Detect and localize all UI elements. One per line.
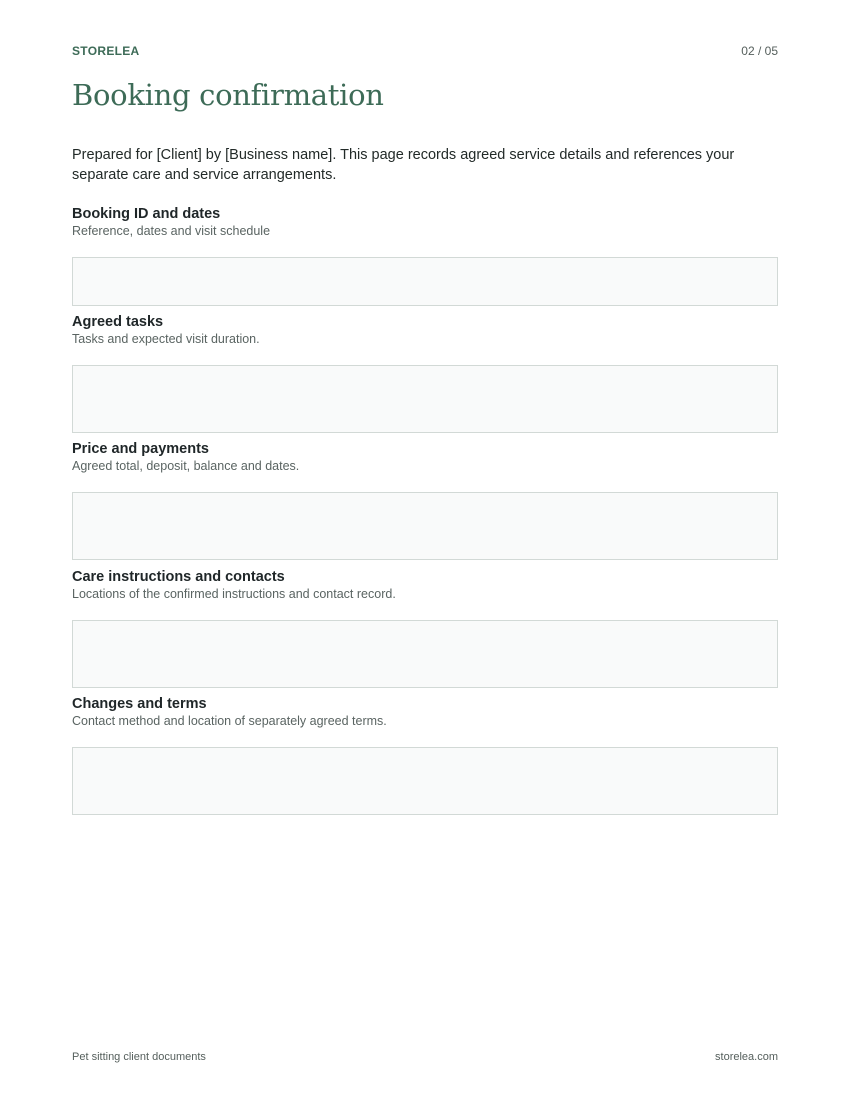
- section-description: Tasks and expected visit duration.: [72, 332, 260, 346]
- changes-terms-field[interactable]: [72, 747, 778, 815]
- section-title: Price and payments: [72, 441, 209, 457]
- footer-document-label: Pet sitting client documents: [72, 1051, 206, 1063]
- brand-name: STORELEA: [72, 44, 140, 58]
- price-payments-field[interactable]: [72, 492, 778, 560]
- section-agreed-tasks: [72, 313, 778, 347]
- page-title: Booking confirmation: [72, 78, 384, 112]
- section-description: Contact method and location of separately agreed terms.: [72, 714, 387, 728]
- section-title: Care instructions and contacts: [72, 569, 285, 585]
- section-price-payments: [72, 440, 778, 474]
- document-page: [72, 0, 778, 1100]
- section-care-instructions: [72, 568, 778, 602]
- intro-paragraph: Prepared for [Client] by [Business name]. This page records agreed service details and references your separate care and service arrangements.: [72, 147, 735, 183]
- section-title: Changes and terms: [72, 696, 207, 712]
- page-indicator: 02 / 05: [741, 44, 778, 58]
- section-description: Agreed total, deposit, balance and dates.: [72, 459, 300, 473]
- section-changes-terms: [72, 695, 778, 729]
- section-title: Booking ID and dates: [72, 206, 221, 222]
- section-booking-id: [72, 205, 778, 239]
- section-description: Locations of the confirmed instructions and contact record.: [72, 587, 396, 601]
- section-title: Agreed tasks: [72, 314, 164, 330]
- section-description: Reference, dates and visit schedule: [72, 224, 271, 238]
- footer-website: storelea.com: [715, 1051, 778, 1063]
- care-instructions-field[interactable]: [72, 620, 778, 688]
- booking-id-field[interactable]: [72, 257, 778, 306]
- agreed-tasks-field[interactable]: [72, 365, 778, 433]
